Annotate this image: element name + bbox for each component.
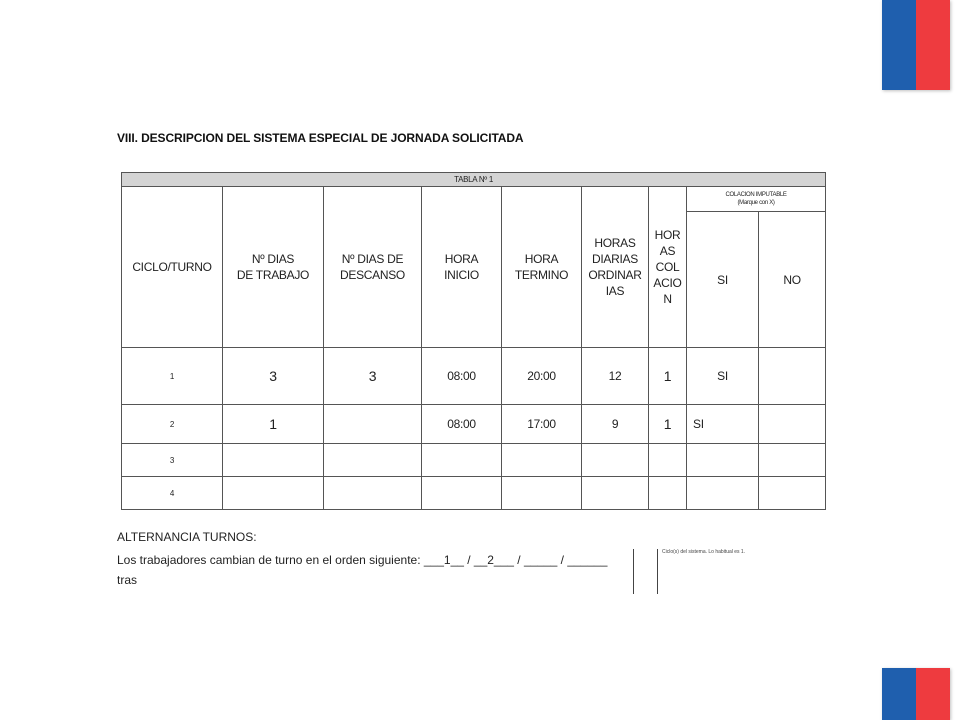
alternancia-title: ALTERNANCIA TURNOS: bbox=[117, 530, 257, 544]
cell-dias-descanso[interactable] bbox=[324, 477, 422, 510]
cell-horas-colacion[interactable]: 1 bbox=[649, 348, 687, 405]
header-colacion-imputable: COLACION IMPUTABLE (Marque con X) bbox=[687, 187, 826, 212]
flag-blue-stripe bbox=[882, 0, 916, 90]
divider-line bbox=[657, 549, 658, 594]
alternancia-text: Los trabajadores cambian de turno en el orden siguiente: ___1__ / __2___ / _____ / ______ tras bbox=[117, 553, 608, 587]
header-ciclo-turno: CICLO/TURNO bbox=[122, 187, 223, 348]
chile-flag-emblem-top bbox=[882, 0, 950, 90]
cell-si[interactable] bbox=[687, 444, 759, 477]
cell-si[interactable]: SI bbox=[687, 348, 759, 405]
header-hora-inicio: HORA INICIO bbox=[422, 187, 502, 348]
cell-horas-diarias[interactable]: 9 bbox=[582, 405, 649, 444]
jornada-table bbox=[121, 172, 826, 510]
cell-horas-colacion[interactable] bbox=[649, 444, 687, 477]
cell-no[interactable] bbox=[759, 444, 826, 477]
cell-dias-descanso[interactable] bbox=[324, 405, 422, 444]
chile-flag-emblem-bottom bbox=[882, 668, 950, 720]
cell-dias-trabajo[interactable] bbox=[223, 477, 324, 510]
cell-dias-descanso[interactable]: 3 bbox=[324, 348, 422, 405]
cell-hora-termino[interactable] bbox=[502, 477, 582, 510]
cell-dias-trabajo[interactable] bbox=[223, 444, 324, 477]
header-horas-diarias: HORAS DIARIAS ORDINAR IAS bbox=[582, 187, 649, 348]
cell-ciclo: 1 bbox=[122, 348, 223, 405]
cell-horas-colacion[interactable] bbox=[649, 477, 687, 510]
cell-dias-trabajo[interactable]: 3 bbox=[223, 348, 324, 405]
cell-no[interactable] bbox=[759, 477, 826, 510]
table-caption: TABLA Nº 1 bbox=[122, 173, 826, 187]
table-row bbox=[122, 405, 826, 444]
table-row bbox=[122, 348, 826, 405]
cell-hora-inicio[interactable]: 08:00 bbox=[422, 348, 502, 405]
cell-horas-diarias[interactable] bbox=[582, 444, 649, 477]
cell-hora-termino[interactable] bbox=[502, 444, 582, 477]
flag-red-stripe bbox=[916, 0, 950, 90]
header-horas-colacion: HOR AS COL ACIO N bbox=[649, 187, 687, 348]
header-hora-termino: HORA TERMINO bbox=[502, 187, 582, 348]
cell-horas-diarias[interactable]: 12 bbox=[582, 348, 649, 405]
section-title: VIII. DESCRIPCION DEL SISTEMA ESPECIAL DE JORNADA SOLICITADA bbox=[117, 131, 524, 145]
header-dias-trabajo: Nº DIAS DE TRABAJO bbox=[223, 187, 324, 348]
cell-hora-inicio[interactable] bbox=[422, 444, 502, 477]
cell-hora-termino[interactable]: 20:00 bbox=[502, 348, 582, 405]
cell-horas-diarias[interactable] bbox=[582, 477, 649, 510]
cell-dias-descanso[interactable] bbox=[324, 444, 422, 477]
header-si: SI bbox=[687, 212, 759, 348]
table-row bbox=[122, 444, 826, 477]
header-no: NO bbox=[759, 212, 826, 348]
flag-blue-stripe bbox=[882, 668, 916, 720]
cell-no[interactable] bbox=[759, 348, 826, 405]
divider-line bbox=[633, 549, 634, 594]
cell-si[interactable]: SI bbox=[687, 405, 759, 444]
cell-hora-termino[interactable]: 17:00 bbox=[502, 405, 582, 444]
cell-ciclo: 4 bbox=[122, 477, 223, 510]
cell-horas-colacion[interactable]: 1 bbox=[649, 405, 687, 444]
cell-hora-inicio[interactable]: 08:00 bbox=[422, 405, 502, 444]
side-note: Ciclo(s) del sistema. Lo habitual es 1. bbox=[662, 549, 746, 555]
cell-no[interactable] bbox=[759, 405, 826, 444]
flag-red-stripe bbox=[916, 668, 950, 720]
cell-hora-inicio[interactable] bbox=[422, 477, 502, 510]
table-row bbox=[122, 477, 826, 510]
cell-ciclo: 3 bbox=[122, 444, 223, 477]
cell-si[interactable] bbox=[687, 477, 759, 510]
cell-dias-trabajo[interactable]: 1 bbox=[223, 405, 324, 444]
cell-ciclo: 2 bbox=[122, 405, 223, 444]
header-dias-descanso: Nº DIAS DE DESCANSO bbox=[324, 187, 422, 348]
